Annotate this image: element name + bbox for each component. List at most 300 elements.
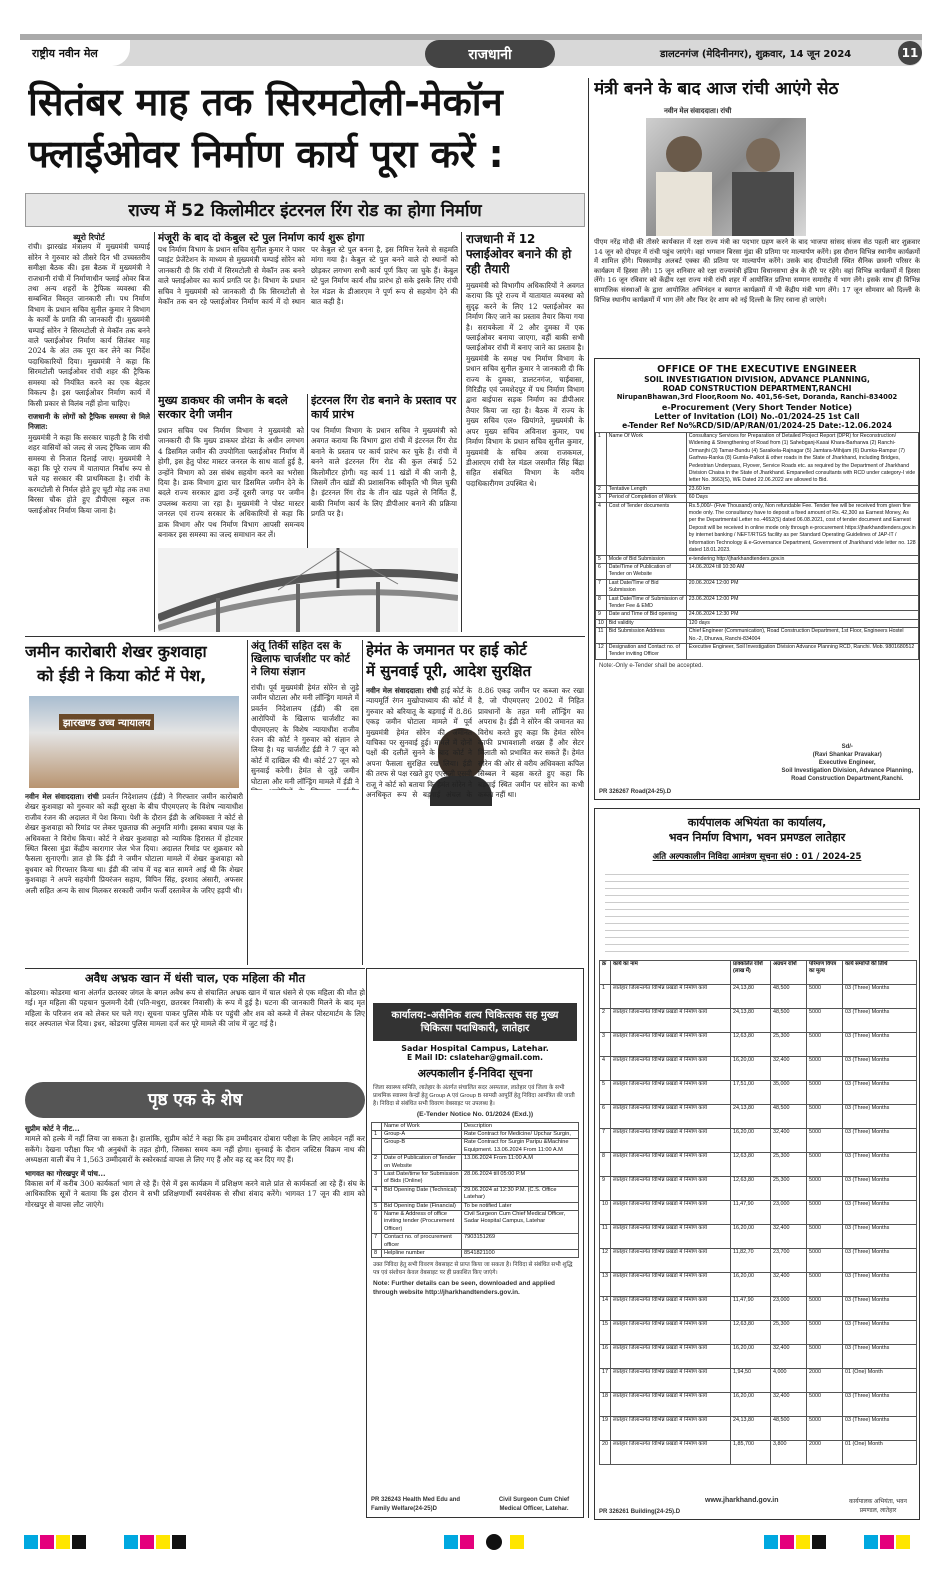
rcd-table-cell: 4: [596, 502, 607, 555]
rcd-table-cell: e-tendering http://jharkhandtenders.gov.in: [686, 555, 918, 563]
bhawan-table-cell: 24,13,80: [731, 1009, 771, 1033]
bhawan-table-cell: 7: [600, 1129, 611, 1153]
rule: [25, 968, 365, 969]
bhawan-table-cell: 1: [600, 985, 611, 1009]
bhawan-table-cell: 03 (Three) Months: [843, 1009, 917, 1033]
sadar-table-cell: Contact no. of procurement officer: [382, 1234, 462, 1250]
minister-headline: मंत्री बनने के बाद आज रांची आएंगे सेठ: [594, 79, 839, 99]
bhawan-table-cell: 18: [600, 1393, 611, 1417]
court-sign: झारखण्ड उच्च न्यायालय: [59, 714, 154, 730]
lead-col4: [158, 394, 304, 569]
divider: [461, 232, 462, 632]
lead-col1-text2: मुख्यमंत्री ने कहा कि सरकार चाहती है कि रांची शहर वासियों को जल्द से जल्द ट्रैफिक जाम की समस्या से निजात दिलाई जाए। मुख्यमंत्री ने कहा कि पूरे राज्य में यातायात निर्बाध रूप से चले यह सरकार की प्राथमिकता है। रांची के करमटोली से निर्मल होते हुए चूटी मोड़ तक तथा बिरसा चौक होते हुए डीपीएस स्कूल तक फ्लाईओवर निर्माण किया जाना है।: [28, 432, 150, 515]
sadar-table-row: [372, 1139, 579, 1155]
bhawan-table-cell: लातेहार जिलान्तर्गत विभिन्न प्रखंडों में निर्माण कार्य: [611, 985, 731, 1009]
rcd-loi: Letter of Invitation (LOI) No.-01/2024-25 1st Call: [654, 412, 860, 421]
bhawan-table-row: [600, 1177, 917, 1201]
rcd-table-cell: Last Date/Time of Submission of Tender Fee & EMD: [606, 595, 686, 611]
rcd-pr: PR 326267 Road(24-25).D: [599, 788, 672, 795]
bhawan-table-cell: लातेहार जिलान्तर्गत विभिन्न प्रखंडों में निर्माण कार्य: [611, 1369, 731, 1393]
bhawan-table-cell: लातेहार जिलान्तर्गत विभिन्न प्रखंडों में निर्माण कार्य: [611, 1033, 731, 1057]
bhawan-table-cell: 5000: [807, 1249, 843, 1273]
bhawan-table-cell: 5000: [807, 1153, 843, 1177]
bhawan-table-cell: 32,400: [771, 1393, 807, 1417]
divider: [154, 232, 155, 632]
bhawan-table-cell: 1,85,700: [731, 1441, 771, 1465]
ed-text: प्रवर्तन निदेशालय (ईडी) ने गिरफ्तार जमीन कारोबारी शेखर कुशवाहा को गुरुवार को कड़ी सुरक्षा के बीच पीएमएलए के विशेष न्यायाधीश राजीव रंजन की अदालत में पेश किया। पेशी के दौरान ईडी के अधिवक्ता ने कोर्ट से शेखर कुशवाहा को रिमांड पर लेकर पूछताछ की अनुमति मांगी। इसका बचाव पक्ष के अधिवक्ता ने विरोध किया। कोर्ट ने शेखर कुशवाहा को न्यायिक हिरासत में होटवार स्थित बिरसा मुंडा केंद्रीय कारागार जेल भेज दिया। अदालत रिमांड पर शुक्रवार को फैसला सुनाएगी। ज्ञात हो कि ईडी ने जमीन घोटाला मामले में शेखर कुशवाहा को बुधवार को गिरफ्तार किया था। ईडी की जांच में यह बात सामने आई थी कि शेखर कुशवाहा ने अपने सहयोगी प्रियरंजन सहाय, विपिन सिंह, इरशाद अंसारी, अफसर अली सहित अन्य के साथ मिलकर सरकारी जमीन फर्जी दस्तावेज के जरिए हड़पी थी।: [25, 792, 243, 895]
bhawan-table-cell: 5000: [807, 1273, 843, 1297]
sadar-table-cell: Name & Address of office inviting tender (Procurement Officer): [382, 1210, 462, 1233]
rcd-table-cell: 12: [596, 643, 607, 659]
bhawan-table-cell: 03 (Three) Months: [843, 1393, 917, 1417]
bhawan-tender: [594, 808, 920, 1520]
rcd-table-cell: Chief Engineer (Communication), Road Construction Department, 1st Floor, Engineers Hostel No.-2, Dhurwa, Ranchi-834004: [686, 628, 918, 644]
rcd-table-cell: 10: [596, 619, 607, 627]
sadar-table-cell: 29.06.2024 at 12:30 P.M. (C.S. Office Latehar): [462, 1186, 579, 1202]
bhawan-table-cell: 20: [600, 1441, 611, 1465]
bhawan-table-cell: 35,000: [771, 1081, 807, 1105]
sadar-table-cell: Bid Opening Date (Technical): [382, 1186, 462, 1202]
rcd-table-cell: 120 days: [686, 619, 918, 627]
sadar-table-cell: 5: [372, 1202, 382, 1210]
bhawan-table-cell: 11,47,90: [731, 1201, 771, 1225]
rcd-table-cell: Tentative Length: [606, 485, 686, 493]
bhawan-table-cell: 4: [600, 1057, 611, 1081]
lead-col2: [158, 232, 458, 392]
lead-subhead: राज्य में 52 किलोमीटर इंटरनल रिंग रोड का होगा निर्माण: [128, 201, 482, 221]
bhawan-table-row: [600, 1153, 917, 1177]
rcd-table-row: [596, 579, 919, 595]
bhawan-table-cell: 16,20,00: [731, 1225, 771, 1249]
rcd-sign-dept: Road Construction Department,Ranchi.: [791, 776, 904, 782]
sadar-table-row: [372, 1234, 579, 1250]
rcd-note: Note:-Only e-Tender shall be accepted.: [599, 662, 704, 669]
bhawan-table-row: [600, 1297, 917, 1321]
bhawan-table-cell: 12,63,80: [731, 1177, 771, 1201]
rcd-division: SOIL INVESTIGATION DIVISION, ADVANCE PLANNING,: [644, 375, 870, 384]
bhawan-table-cell: 25,300: [771, 1321, 807, 1345]
bhawan-table-cell: 5000: [807, 1393, 843, 1417]
bhawan-table-cell: लातेहार जिलान्तर्गत विभिन्न प्रखंडों में निर्माण कार्य: [611, 1393, 731, 1417]
rcd-table-cell: Date/Time of Publication of Tender on Website: [606, 563, 686, 579]
bhawan-table-cell: 5000: [807, 1081, 843, 1105]
sadar-table-cell: Rate Contract for Surgin Paripu &Machine Equipment. 13.06.2024 From 11:00 A.M: [462, 1139, 579, 1155]
rcd-table-cell: 20.06.2024 12:00 PM: [686, 579, 918, 595]
bhawan-table-cell: 19: [600, 1417, 611, 1441]
rcd-table-row: [596, 628, 919, 644]
sadar-note: Note: Further details can be seen, downloaded and applied through website http://jharkhandtenders.gov.in.: [373, 1280, 556, 1296]
rcd-table-cell: 14.06.2024 till 10:30 AM: [686, 563, 918, 579]
front-header-bar: [25, 1082, 365, 1118]
sadar-tender: [366, 968, 584, 1518]
bhawan-table-cell: 15: [600, 1321, 611, 1345]
bhawan-table-header-cell: क्र: [600, 961, 611, 985]
sadar-intro: जिला स्वास्थ्य समिति, लातेहार के अंतर्गत संचालित सदर अस्पताल, लातेहार एवं जिला के सभी प्राथमिक स्वास्थ्य केन्द्रों हेतु Group A एवं Group B सामग्री आपूर्ति हेतु निविदा आमंत्रित की जाती है। निविदा से संबंधित सभी विवरण वेबसाइट पर उपलब्ध है।: [373, 1085, 575, 1107]
rcd-sign-div: Soil Investigation Division, Advance Planning,: [781, 768, 913, 774]
sadar-table-cell: 7: [372, 1234, 382, 1250]
bhawan-table-cell: 03 (Three) Months: [843, 1273, 917, 1297]
bhawan-table-row: [600, 985, 917, 1009]
rcd-ref: e-Tender Ref No%RCD/SID/AP/RAN/01/2024-25 Date:-12.06.2024: [622, 421, 892, 430]
bhawan-table-cell: 32,400: [771, 1225, 807, 1249]
bhawan-table-cell: 03 (Three) Months: [843, 1417, 917, 1441]
bhawan-table-cell: 24,13,80: [731, 1105, 771, 1129]
minister-photo-person1-body: [656, 172, 712, 236]
bhawan-table-cell: 8: [600, 1153, 611, 1177]
bhawan-table-cell: 32,400: [771, 1273, 807, 1297]
dateline: डालटनगंज (मेदिनीनगर), शुक्रवार, 14 जून 2024: [660, 49, 852, 60]
sadar-table-cell: 13.06.2024 From 11:00 A.M: [462, 1155, 579, 1171]
rcd-table-cell: 2: [596, 485, 607, 493]
sadar-table-cell: Group-B: [382, 1139, 462, 1155]
sadar-table-cell: 4: [372, 1186, 382, 1202]
bhawan-table-cell: 01 (One) Month: [843, 1441, 917, 1465]
bhawan-table-cell: लातेहार जिलान्तर्गत विभिन्न प्रखंडों में निर्माण कार्य: [611, 1297, 731, 1321]
bhawan-table-cell: 9: [600, 1177, 611, 1201]
bhawan-table-cell: 17: [600, 1369, 611, 1393]
rcd-table-cell: 6: [596, 563, 607, 579]
rcd-table-cell: 23.60 km: [686, 485, 918, 493]
rcd-title: e-Procurement (Very Short Tender Notice): [661, 403, 853, 412]
sadar-table-row: [372, 1250, 579, 1258]
sadar-table-cell: Name of Work: [382, 1122, 462, 1130]
rcd-table-row: [596, 595, 919, 611]
rcd-table-cell: Date and Time of Bid opening: [606, 611, 686, 619]
rcd-table-row: [596, 502, 919, 555]
sadar-table-cell: 8541821100: [462, 1250, 579, 1258]
lead-headline-line2: फ्लाईओवर निर्माण कार्य पूरा करें :: [28, 132, 504, 176]
minister-text: पीएम नरेंद्र मोदी की तीसरे कार्यकाल में रक्षा राज्य मंत्री का पदभार ग्रहण करने के बाद भाजपा सांसद संजय सेठ पहली बार शुक्रवार 14 जून को दोपहर में रांची पहुंच जाएंगे। वहां भगवान बिरसा मुंडा की प्रतिमा पर माल्यार्पण करेंगे। इस दौरान विभिन्न स्थानीय कार्यक्रमों में शामिल होंगे। पिस्कामोड़ अलबर्ट एक्का की प्रतिमा पर माल्यार्पण करेंगे। उसके बाद दीपाटोली स्थित सैनिक छावनी परिसर के कार्यक्रम में हिस्सा लेंगे। 15 जून शनिवार को रक्षा राज्यमंत्री इंडिया विधानसभा क्षेत्र के दौरे पर रहेंगे। वहां विभिन्न कार्यक्रमों में हिस्सा लेंगे। 16 जून रविवार को केंद्रीय रक्षा राज्य मंत्री रांची शहर में आयोजित प्रतिभा सम्मान समारोह में भाग लेंगे। इसके साथ ही विभिन्न सामाजिक संस्थाओं के द्वारा आयोजित अभिनंदन व स्वागत कार्यक्रमों में भी केंद्रीय मंत्री भाग लेंगे। 17 जून सोमवार को दिल्ली के विभिन्न स्थानीय कार्यक्रमों में भाग लेंगे और फिर देर शाम को नई दिल्ली के लिए रवाना हो जाएंगे।: [594, 238, 920, 304]
bhawan-table-cell: 5000: [807, 1129, 843, 1153]
bhawan-table-cell: 03 (Three) Months: [843, 985, 917, 1009]
rcd-table-cell: 23.06.2024 12:00 PM: [686, 595, 918, 611]
bhawan-table-cell: 03 (Three) Months: [843, 1201, 917, 1225]
bhawan-table-cell: 16,20,00: [731, 1393, 771, 1417]
high-court-photo: [29, 696, 239, 788]
bhawan-table-row: [600, 1273, 917, 1297]
rcd-table: [595, 432, 919, 660]
bhawan-table-cell: 12,63,80: [731, 1321, 771, 1345]
divider: [307, 394, 308, 569]
sadar-table-cell: Bid Opening Date (Financial): [382, 1202, 462, 1210]
minister-photo: [646, 118, 806, 236]
bhawan-table-row: [600, 1009, 917, 1033]
ed-side-head: अंतू तिर्की सहित दस के खिलाफ चार्जशीट पर कोर्ट ने लिया संज्ञान: [251, 640, 350, 678]
bhawan-table-cell: 23,000: [771, 1297, 807, 1321]
bhawan-table-cell: 17,51,00: [731, 1081, 771, 1105]
rcd-tender: [594, 358, 920, 800]
ed-byline: नवीन मेल संवाददाता। रांची: [25, 792, 99, 801]
bhawan-table-cell: 5000: [807, 1321, 843, 1345]
hemant-story: [366, 640, 584, 966]
rcd-table-cell: Executive Engineer, Soil Investigation Division Advance Planning RCD, Ranchi. Mob. 9801680512: [686, 643, 918, 659]
bhawan-dept: भवन निर्माण विभाग, भवन प्रमण्डल लातेहार: [668, 831, 846, 844]
sadar-table-cell: 2: [372, 1155, 382, 1171]
lead-col3-head: राजधानी में 12 फ्लाईओवर बनाने की हो रही तैयारी: [466, 232, 572, 276]
rcd-table-cell: 7: [596, 579, 607, 595]
lead-col4-head: मुख्य डाकघर की जमीन के बदले सरकार देगी जमीन: [158, 394, 288, 421]
rcd-table-cell: Bid validity: [606, 619, 686, 627]
bhawan-table-cell: लातेहार जिलान्तर्गत विभिन्न प्रखंडों में निर्माण कार्य: [611, 1417, 731, 1441]
lead-byline: ब्यूरो रिपोर्ट: [73, 232, 105, 242]
rcd-table-cell: 9: [596, 611, 607, 619]
bhawan-table-header-cell: प्राक्कलित राशि (लाख में): [731, 961, 771, 985]
rcd-table-row: [596, 563, 919, 579]
front-item1-text: मामले को हल्के में नहीं लिया जा सकता है। हालांकि, सुप्रीम कोर्ट ने कहा कि हम उम्मीदवार दोबारा परीक्षा के लिए आवेदन नहीं कर सकेंगे। देखना परीक्षा फिर भी अनुबंधों के तहत होगी, जिसका समय कम नहीं होगा। सुनवाई के दौरान जस्टिस विक्रम नाथ की अध्यक्षता वाली बेंच ने 1,563 उम्मीदवारों के स्कोरकार्ड वापस ले लिए गए हैं और वह रद्द कर दिए गए हैं।: [25, 1134, 365, 1165]
front-item1-head: सुप्रीम कोर्ट ने नीट...: [25, 1124, 80, 1133]
bhawan-table-cell: 6: [600, 1105, 611, 1129]
bhawan-table-cell: 25,300: [771, 1033, 807, 1057]
bhawan-table-cell: 5000: [807, 1177, 843, 1201]
lead-subhead-bar: [25, 193, 585, 227]
rcd-sign: Sd/-: [841, 744, 853, 750]
rcd-table-cell: 8: [596, 595, 607, 611]
bhawan-table-cell: लातेहार जिलान्तर्गत विभिन्न प्रखंडों में निर्माण कार्य: [611, 1057, 731, 1081]
bhawan-table-cell: लातेहार जिलान्तर्गत विभिन्न प्रखंडों में निर्माण कार्य: [611, 1129, 731, 1153]
rcd-table-row: [596, 643, 919, 659]
registration-marks: [24, 1530, 922, 1554]
ed-headline-line2: को ईडी ने किया कोर्ट में पेश,: [37, 666, 207, 685]
lead-col2-head: मंजूरी के बाद दो केबुल स्टे पुल निर्माण कार्य शुरू होगा: [158, 232, 365, 244]
bhawan-table-row: [600, 1225, 917, 1249]
sadar-table-row: [372, 1186, 579, 1202]
bhawan-table-cell: लातेहार जिलान्तर्गत विभिन्न प्रखंडों में निर्माण कार्य: [611, 1081, 731, 1105]
bhawan-table-cell: लातेहार जिलान्तर्गत विभिन्न प्रखंडों में निर्माण कार्य: [611, 1009, 731, 1033]
sadar-office-box: [373, 1003, 577, 1041]
bhawan-table-cell: 16,20,00: [731, 1273, 771, 1297]
bhawan-table-row: [600, 1345, 917, 1369]
bhawan-table-cell: 16,20,00: [731, 1057, 771, 1081]
sadar-table-cell: 1: [372, 1130, 382, 1138]
ed-side-text: रांची। पूर्व मुख्यमंत्री हेमंत सोरेन से जुड़े जमीन घोटाला और मनी लॉन्ड्रिंग मामले में प्रवर्तन निदेशालय (ईडी) की दस आरोपियों के खिलाफ चार्जशीट का पीएमएलए के विशेष न्यायाधीश राजीव रंजन की कोर्ट ने गुरुवार को संज्ञान ले लिया है। यह चार्जशीट ईडी ने 7 जून को कोर्ट में दाखिल की थी। कोर्ट 27 जून को सुनवाई करेगी। हेमंत से जुड़े जमीन घोटाला और मनी लॉन्ड्रिंग मामले में ईडी ने: [251, 683, 359, 786]
lead-col2-text: पथ निर्माण विभाग के प्रधान सचिव सुनील कुमार ने पावर प्वाइंट प्रेजेंटेशन के माध्यम से मुख्यमंत्री चम्पाई सोरेन को जानकारी दी कि रांची में सिरमटोली से मेकॉन तक बनने वाले फ्लाईओवर का कार्य प्रगति पर है। विभाग के प्रधान सचिव ने मुख्यमंत्री को जानकारी दी कि सिरमटोली से मेकॉन तक बन रहे फ्लाईओवर निर्माण कार्य में दो स्थान पर केबुल स्टे पुल बनना है, इस निमित्त रेलवे से सहमति मांगा गया है। केबुल स्टे पुल बनने वाले दो स्थानों को छोड़कर लगभग सभी कार्य पूर्ण किए जा चुके हैं। केबुल स्टे पुल निर्माण कार्य शीघ्र प्रारंभ हो सके इसके लिए रांची रेल मंडल के डीआरएम ने पूर्ण रूप से सहयोग देने की बात कही है।: [158, 245, 458, 307]
bhawan-table-cell: 14: [600, 1297, 611, 1321]
bhawan-table-cell: 03 (Three) Months: [843, 1225, 917, 1249]
bhawan-table-cell: 16,20,00: [731, 1345, 771, 1369]
bhawan-table-row: [600, 1369, 917, 1393]
hemant-byline: नवीन मेल संवाददाता। रांची: [366, 686, 439, 695]
bhawan-table-header-cell: कार्य का नाम: [611, 961, 731, 985]
bhawan-table-cell: 48,500: [771, 1009, 807, 1033]
bhawan-table-cell: लातेहार जिलान्तर्गत विभिन्न प्रखंडों में निर्माण कार्य: [611, 1105, 731, 1129]
sadar-table: [371, 1122, 579, 1259]
sadar-office: कार्यालय:-असैनिक शल्य चिकित्सक सह मुख्य चिकित्सा पदाधिकारी, लातेहार: [391, 1010, 559, 1034]
sadar-email: E Mail ID: cslatehar@gmail.com.: [407, 1053, 543, 1062]
sadar-tender-no: (E-Tender Notice No. 01/2024 (Exd.)): [416, 1111, 534, 1118]
rcd-table-row: [596, 555, 919, 563]
ed-col3: [251, 790, 359, 966]
koderma-text: कोडरमा। कोडरमा थाना अंतर्गत छतरबर जंगल के बगल अवैध रूप से संचालित अभ्रक खान में चाल धंसने से एक महिला की मौत हो गई। मृत महिला की पहचान फुलमनी देवी (पति-मथुरा, छतरबर निवासी) के रूप में हुई है। घटना की जानकारी मिलने के बाद मृत महिला के परिजन शव को लेकर घर चले गए। सूचना पाकर पुलिस मौके पर पहुंची और शव को कब्जे में लेकर पोस्टमार्टम के लिए सदर अस्पताल भेज दिया। इधर, कोडरमा पुलिस मामला दर्ज कर पूरे मामले की जांच में जुट गई है।: [25, 988, 365, 1029]
hemant-text-block: [366, 686, 584, 966]
divider: [362, 640, 363, 965]
bhawan-table-cell: 5000: [807, 1009, 843, 1033]
sadar-footer: उक्त निविदा हेतु सभी विवरण वेबसाइट से प्राप्त किया जा सकता है। निविदा से संबंधित सभी शुद्धि पत्र एवं संशोधन केवल वेबसाइट पर ही प्रकाशित किए जाएंगे।: [373, 1262, 573, 1277]
rcd-table-row: [596, 494, 919, 502]
bhawan-table-cell: 3: [600, 1033, 611, 1057]
bhawan-table-cell: लातेहार जिलान्तर्गत विभिन्न प्रखंडों में निर्माण कार्य: [611, 1201, 731, 1225]
bhawan-table-cell: 03 (Three) Months: [843, 1129, 917, 1153]
front-item2-text: विकास वर्ग में करीब 300 कार्यकर्ता भाग ले रहे हैं। ऐसे में इस कार्यक्रम में प्रशिक्षण करने वाले प्रांत से कार्यकर्ता आ रहे हैं। संघ के आधिकारिक सूत्रों ने बताया कि इस दौरान वे सभी प्रशिक्षणार्थी स्वयंसेवक से सीधा संवाद करेंगे। भागवत 17 जून की शाम को गोरखपुर से वापस लौट जाएंगे।: [25, 1179, 365, 1209]
bhawan-table-cell: 2: [600, 1009, 611, 1033]
sadar-table-row: [372, 1170, 579, 1186]
bhawan-table-row: [600, 1033, 917, 1057]
koderma-story: [25, 972, 365, 1080]
lead-col5: [311, 394, 457, 569]
sadar-table-cell: Helpline number: [382, 1250, 462, 1258]
bhawan-table-cell: 3,800: [771, 1441, 807, 1465]
bhawan-table-cell: 5000: [807, 985, 843, 1009]
sadar-notice-title: अल्पकालीन ई-निविदा सूचना: [417, 1067, 533, 1080]
bhawan-table-cell: 24,13,80: [731, 985, 771, 1009]
rcd-table-row: [596, 433, 919, 486]
sadar-table-cell: Rate Contract for Medicine/ Upchar Surgin,: [462, 1130, 579, 1138]
sadar-table-cell: [372, 1122, 382, 1130]
sadar-campus: Sadar Hospital Campus, Latehar.: [401, 1044, 549, 1053]
bhawan-table-cell: 16: [600, 1345, 611, 1369]
rcd-table-cell: Consultancy Services for Preparation of Detailed Project Report (DPR) for Reconstruction/ Widening & Strengthening of Road from (1) Sahebganj-Kasai Khara-Barharwa (2) Ranchi-Ormanjhi (3) Tamar-Bundu (4) Saraikela-Rajnagar (5) Jamtara-Mihijam (6) Dumka-Rampur (7) Garhwa-Ranka (8) Gumla-Palkot & other roads in the State of Jharkhand, including Bridges, Pedestrian Underpass, Flyover, Service Roads etc. as required by the Department of Jharkhand Division Chaisa in the State of Jharkhand. Empanelled consultants with RCD under category-I vide letter No. 3663(S), WE Dated 22.06.2022 are allowed to Bid.: [686, 433, 918, 486]
rule: [25, 636, 585, 637]
rcd-table-cell: 60 Days: [686, 494, 918, 502]
minister-photo-person2-body: [732, 172, 794, 236]
bhawan-table-header: [600, 961, 917, 985]
bhawan-table-cell: लातेहार जिलान्तर्गत विभिन्न प्रखंडों में निर्माण कार्य: [611, 1345, 731, 1369]
lead-col5-text: पथ निर्माण विभाग के प्रधान सचिव ने मुख्यमंत्री को अवगत कराया कि विभाग द्वारा रांची में इंटरनल रिंग रोड बनाने के प्रस्ताव पर कार्य प्रारंभ कर चुके हैं। रांची में बनने वाले इंटरनल रिंग रोड की कुल लंबाई 52 किलोमीटर होगी। यह कार्य 11 खंडों में की जानी है, जिसमें तीन खंडों की प्रशासनिक स्वीकृति भी मिल चुकी है। इंटरनल रिंग रोड के तीन खंड पहले से निर्मित हैं, बाकी निर्माण कार्य के लिए डीपीआर बनाने की प्रक्रिया प्रगति पर है।: [311, 426, 457, 519]
bhawan-table-cell: 23,000: [771, 1201, 807, 1225]
rcd-table-cell: Bid Submission Address: [606, 628, 686, 644]
bhawan-table-cell: 5000: [807, 1297, 843, 1321]
bhawan-pr: PR 326261 Building(24-25).D: [599, 1508, 681, 1515]
bhawan-table-cell: 03 (Three) Months: [843, 1345, 917, 1369]
bhawan-table-cell: 03 (Three) Months: [843, 1249, 917, 1273]
sadar-table-cell: Civil Surgeon Cum Chief Medical Officer, Sadar Hospital Campus, Latehar: [462, 1210, 579, 1233]
bhawan-table-cell: 48,500: [771, 1105, 807, 1129]
bhawan-table-cell: 48,500: [771, 1417, 807, 1441]
bhawan-table-cell: 03 (Three) Months: [843, 1057, 917, 1081]
bhawan-office: कार्यपालक अभियंता का कार्यालय,: [687, 816, 827, 829]
rcd-table-cell: Rs.5,000/- (Five Thousand) only, Non refundable Fee. Tender fee will be received from given fine mode only. The consultancy have to deposit a fixed amount of Rs. 42,300 as Earnest Money, As per the Departmental Letter no.-4652(S) dated 06.08.2021, cost of tender document and Earnest Deposit will be received in online mode only through e-procurement https://jharkhandtenders.gov.in by internet banking / NEFT/RTGS facility as per Standard Operating Guidelines of JAP-IT / Information Technology & e-Governance Department, Government of Jharkhand vide letter no. 128 dated 18.01.2023.: [686, 502, 918, 555]
bhawan-table-row: [600, 1201, 917, 1225]
sadar-table-row: [372, 1155, 579, 1171]
hemant-headline-line1: हेमंत के जमानत पर हाई कोर्ट: [366, 641, 527, 659]
minister-photo-person2: [746, 138, 780, 172]
bhawan-table-cell: 32,400: [771, 1345, 807, 1369]
front-item2-head: भागवत का गोरखपुर में पांच...: [25, 1168, 106, 1178]
bhawan-table-cell: 13: [600, 1273, 611, 1297]
bhawan-table-cell: लातेहार जिलान्तर्गत विभिन्न प्रखंडों में निर्माण कार्य: [611, 1177, 731, 1201]
lead-col3: [466, 232, 584, 632]
bhawan-sign: कार्यपालक अभियंता, भवन प्रमण्डल, लातेहार: [849, 1499, 907, 1514]
sadar-table-cell: 6: [372, 1210, 382, 1233]
sadar-table-cell: 28.06.2024 till 05:00 P.M: [462, 1170, 579, 1186]
sadar-table-row: [372, 1122, 579, 1130]
bhawan-table-cell: 4,000: [771, 1369, 807, 1393]
page-number: 11: [898, 41, 922, 65]
section-title: राजधानी: [468, 47, 512, 63]
bhawan-table-cell: 11,47,90: [731, 1297, 771, 1321]
bhawan-table-row: [600, 1321, 917, 1345]
sadar-table-cell: 8: [372, 1250, 382, 1258]
bhawan-table-cell: 5000: [807, 1225, 843, 1249]
bhawan-table-cell: 11,82,70: [731, 1249, 771, 1273]
bhawan-table-cell: 32,400: [771, 1129, 807, 1153]
bhawan-table-cell: 1,94,50: [731, 1369, 771, 1393]
lead-col1-text: रांची। झारखंड मंत्रालय में मुख्यमंत्री चम्पाई सोरेन ने गुरुवार को तीसरे दिन भी उच्चस्तरीय समीक्षा बैठक की। इस बैठक में मुख्यमंत्री ने राजधानी रांची में निर्माणाधीन फ्लाई ओवर बिज तथा अन्य शहरों के ट्रैफिक व्यवस्था की सम्बन्धित विस्तृत जानकारी ली। पथ निर्माण विभाग के प्रधान सचिव सुनील कुमार ने विभाग के कार्यों के प्रगति की जानकारी दी। मुख्यमंत्री चम्पाई सोरेन ने सिरमटोली से मेकॉन तक बनने वाले फ्लाईओवर निर्माण कार्य सितंबर माह 2024 के अंत तक पूरा कर लेने का निर्देश पदाधिकारियों दिया। मुख्यमंत्री ने कहा कि सिरमटोली फ्लाईओवर रांची शहर की ट्रैफिक समस्या को नियंत्रित करने का एक बेहतर विकल्प है। इस फ्लाईओवर निर्माण कार्य में किसी प्रकार से विलंब नहीं होना चाहिए।: [28, 242, 150, 408]
bhawan-table-cell: 01 (One) Month: [843, 1369, 917, 1393]
lead-col1-sub: राजधानी के लोगों को ट्रैफिक समस्या से मिले निजात:: [28, 411, 150, 432]
rcd-table-cell: 11: [596, 628, 607, 644]
bhawan-table-cell: 5000: [807, 1201, 843, 1225]
bhawan-table-cell: लातेहार जिलान्तर्गत विभिन्न प्रखंडों में निर्माण कार्य: [611, 1153, 731, 1177]
rcd-table-cell: 3: [596, 494, 607, 502]
bhawan-table-cell: लातेहार जिलान्तर्गत विभिन्न प्रखंडों में निर्माण कार्य: [611, 1441, 731, 1465]
divider: [247, 640, 248, 965]
minister-byline: नवीन मेल संवाददाता। रांची: [664, 108, 732, 115]
bhawan-table-cell: 03 (Three) Months: [843, 1321, 917, 1345]
hemant-text: हाई कोर्ट के न्यायमूर्ति रंगन मुखोपाध्याय की कोर्ट में गुरुवार को बरियातू के बड़गाई में 8.86 एकड़ जमीन घोटाला मामले में पूर्व मुख्यमंत्री हेमंत सोरेन की जमानत याचिका पर सुनवाई हुई। मामले में दोनों पक्षों की दलीलें सुनने के बाद कोर्ट ने अपना फैसला सुरक्षित रख लिया। ईडी की तरफ से पक्ष रखते हुए एएसजी एसवी राजू ने कोर्ट को बताया कि हेमंत सोरेन ने अनधिकृत रूप से बड़गाई अंचल के 8.86 एकड़ जमीन पर कब्जा कर रखा है, जो पीएमएलए 2002 में निहित प्रावधानों के तहत मनी लॉन्ड्रिंग का अपराध है। ईडी ने सोरेन की जमानत का विरोध करते हुए कहा कि हेमंत सोरेन काफी प्रभावशाली शख्स हैं और सेटर मिलाती को प्रभावित कर सकते हैं। हेमंत सोरेन की ओर से वरीय अधिवक्ता कपिल सिब्बल ने बहस करते हुए कहा कि बड़गाई स्थित जमीन पर सोरेन का कभी कब्जा नहीं था।: [366, 686, 584, 800]
bhawan-table-cell: 23,700: [771, 1249, 807, 1273]
bhawan-table-cell: 12,63,80: [731, 1153, 771, 1177]
front-header: पृष्ठ एक के शेष: [147, 1090, 243, 1110]
bhawan-table-header-cell: अग्रधन राशि: [771, 961, 807, 985]
rcd-address: NirupanBhawan,3rd Floor,Room No. 401,56-Set, Doranda, Ranchi-834002: [616, 393, 898, 401]
bhawan-intro-lines: [605, 868, 909, 954]
rcd-sign-name: (Ravi Shankar Pravakar): [812, 752, 882, 758]
minister-story: [594, 78, 920, 340]
rcd-table-cell: Mode of Bid Submission: [606, 555, 686, 563]
ed-text-block: [25, 792, 243, 966]
masthead: [20, 34, 922, 68]
flyover-photo: [158, 548, 458, 632]
sadar-table-row: [372, 1210, 579, 1233]
sadar-table-row: [372, 1202, 579, 1210]
bhawan-table-cell: 5000: [807, 1417, 843, 1441]
print-registration-strip: [24, 1530, 922, 1554]
rcd-table-cell: Designation and Contact no. of Tender inviting Officer: [606, 643, 686, 659]
rcd-table-cell: Name Of Work: [606, 433, 686, 486]
rcd-table-cell: 24.06.2024 12:30 PM: [686, 611, 918, 619]
bhawan-table-cell: 5000: [807, 1057, 843, 1081]
bhawan-table-cell: 03 (Three) Months: [843, 1033, 917, 1057]
bhawan-table-cell: 48,500: [771, 985, 807, 1009]
bhawan-table-cell: 11: [600, 1225, 611, 1249]
bhawan-table-cell: 03 (Three) Months: [843, 1153, 917, 1177]
bhawan-table-cell: 5000: [807, 1105, 843, 1129]
rcd-table-cell: Last Date/Time of Bid Submission: [606, 579, 686, 595]
bhawan-table-cell: 2000: [807, 1441, 843, 1465]
bhawan-table-cell: 2000: [807, 1369, 843, 1393]
bhawan-table-cell: 03 (Three) Months: [843, 1297, 917, 1321]
bhawan-table-row: [600, 1081, 917, 1105]
lead-col5-head: इंटरनल रिंग रोड बनाने के प्रस्ताव पर कार्य प्रारंभ: [311, 394, 457, 421]
rcd-table-cell: Cost of Tender documents: [606, 502, 686, 555]
bhawan-table-cell: 25,300: [771, 1153, 807, 1177]
rcd-sign-desig: Executive Engineer,: [818, 760, 876, 766]
bhawan-table-cell: 03 (Three) Months: [843, 1177, 917, 1201]
sadar-table-cell: [372, 1139, 382, 1155]
ed-headline-line1: जमीन कारोबारी शेखर कुशवाहा: [25, 642, 207, 661]
lead-col4-text: प्रधान सचिव पथ निर्माण विभाग ने मुख्यमंत्री को जानकारी दी कि मुख्य डाकघर डोरंडा के अधीन लगभग 4 डिसमिल जमीन की उपयोगिता फ्लाईओवर निर्माण में होगी, इस हेतु पोस्ट मास्टर जनरल के साथ वार्ता हुई है, उन्होंने विभाग को उस संबंध सहयोग करने का भरोसा दिया है। डाक विभाग द्वारा चार डिसमिल जमीन देने के बदले राज्य सरकार द्वारा उन्हें दूसरी जगह पर जमीन उपलब्ध कराया जा रहा है। मुख्यमंत्री ने पोस्ट मास्टर जनरल एवं राज्य सरकार के अधिकारियों से कहा कि डाक विभाग और पथ निर्माण विभाग आपसी समन्वय बनाकर इस समस्या का जल्द समाधान कर लें।: [158, 426, 304, 540]
rcd-table-cell: 5: [596, 555, 607, 563]
sadar-table-cell: Description: [462, 1122, 579, 1130]
bhawan-table-cell: 16,20,00: [731, 1129, 771, 1153]
bhawan-table-cell: 03 (Three) Months: [843, 1081, 917, 1105]
bhawan-table-row: [600, 1249, 917, 1273]
sadar-sign: Civil Surgeon Cum Chief Medical Officer, Latehar.: [498, 1497, 570, 1512]
sadar-table-cell: To be notified Later: [462, 1202, 579, 1210]
rcd-sign-block: [782, 743, 913, 783]
brand: राष्ट्रीय नवीन मेल: [32, 47, 98, 60]
sadar-table-cell: Last Date/time for Submission of Bids (Online): [382, 1170, 462, 1186]
